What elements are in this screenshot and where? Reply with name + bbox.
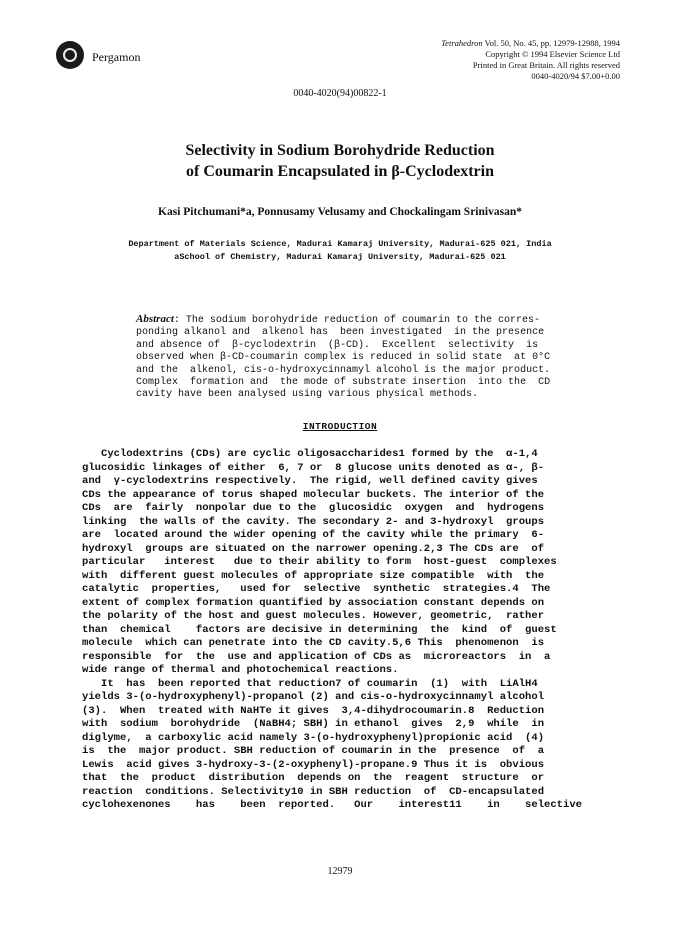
abstract [136, 313, 550, 402]
body-line: linking the walls of the cavity. The secondary 2- and 3-hydroxyl groups [82, 515, 545, 528]
abstract-text-2: and absence of β-cyclodextrin (β-CD). Excellent selectivity is [136, 339, 539, 351]
body-line: (3). When treated with NaHTe it gives 3,4-dihydrocoumarin.8 Reduction [82, 704, 545, 717]
body-line: CDs the appearance of torus shaped molecular buckets. The interior of the [82, 488, 545, 501]
doi: 0040-4020(94)00822-1 [293, 88, 387, 99]
publisher-logo [56, 41, 84, 69]
body-line: diglyme, a carboxylic acid namely 3-(o-hydroxyphenyl)propionic acid (4) [82, 731, 545, 744]
authors: Kasi Pitchumani*a, Ponnusamy Velusamy and Chockalingam Srinivasan* [158, 206, 522, 218]
abstract-text-5: Complex formation and the mode of substrate insertion into the CD [136, 377, 551, 389]
journal-volume: Vol. 50, No. 45, pp. 12979-12988, 1994 [482, 38, 620, 48]
journal-line [441, 38, 620, 49]
abstract-first-line [136, 313, 550, 327]
body-line: extent of complex formation quantified by association constant depends on [82, 596, 545, 609]
body-line: wide range of thermal and photochemical reactions. [82, 664, 399, 676]
body-line: reaction conditions. Selectivity10 in SBH reduction of CD-encapsulated [82, 785, 545, 798]
body-line: that the product distribution depends on the reagent structure or [82, 772, 545, 784]
body-line: Cyclodextrins (CDs) are cyclic oligosaccharides1 formed by the α-1,4 [82, 448, 538, 460]
price-line: 0040-4020/94 $7.00+0.00 [531, 71, 620, 81]
body-line: responsible for the use and application of CDs as microreactors in a [82, 650, 551, 663]
body-text [82, 448, 610, 813]
body-line: with different guest molecules of appropriate size compatible with the [82, 569, 545, 582]
body-line: with sodium borohydride (NaBH4; SBH) in ethanol gives 2,9 while in [82, 718, 545, 730]
journal-name: Tetrahedron [441, 38, 483, 48]
title-line-1: Selectivity in Sodium Borohydride Reduction [185, 142, 495, 159]
body-line: cyclohexenones has been reported. Our interest11 in selective [82, 799, 583, 811]
abstract-label: Abstract [136, 313, 174, 325]
body-line: Lewis acid gives 3-hydroxy-3-(2-oxyphenyl)-propane.9 Thus it is obvious [82, 758, 545, 771]
introduction-heading: INTRODUCTION [302, 421, 378, 432]
body-line: catalytic properties, used for selective synthetic strategies.4 The [82, 583, 551, 595]
printed-line: Printed in Great Britain. All rights reserved [472, 60, 620, 70]
body-line: than chemical factors are decisive in determining the kind of guest [82, 623, 557, 636]
paper-title [0, 140, 680, 182]
body-line: glucosidic linkages of either 6, 7 or 8 glucose units denoted as α-, β- [82, 461, 545, 474]
affiliation-1: Department of Materials Science, Madurai Kamaraj University, Madurai-625 021, India [128, 239, 552, 249]
body-line: and γ-cyclodextrins respectively. The rigid, well defined cavity gives [82, 475, 538, 487]
abstract-text-1: ponding alkanol and alkenol has been investigated in the presence [136, 327, 545, 339]
affiliation-2: aSchool of Chemistry, Madurai Kamaraj University, Madurai-625 021 [174, 252, 506, 262]
copyright-line: Copyright © 1994 Elsevier Science Ltd [485, 49, 620, 59]
publisher-name: Pergamon [92, 50, 141, 64]
page-number: 12979 [327, 866, 353, 877]
abstract-text-4: and the alkenol, cis-o-hydroxycinnamyl alcohol is the major product. [136, 364, 551, 376]
body-line: CDs are fairly nonpolar due to the glucosidic oxygen and hydrogens [82, 502, 545, 514]
body-line: hydroxyl groups are situated on the narrower opening.2,3 The CDs are of [82, 542, 545, 555]
title-line-2: of Coumarin Encapsulated in β-Cyclodextrin [186, 163, 494, 180]
abstract-text-0: : The sodium borohydride reduction of coumarin to the corres- [173, 315, 540, 326]
body-line: yields 3-(o-hydroxyphenyl)-propanol (2) and cis-o-hydroxycinnamyl alcohol [82, 691, 545, 703]
abstract-text-3: observed when β-CD-coumarin complex is reduced in solid state at 0°C [136, 352, 551, 364]
body-line: molecule which can penetrate into the CD cavity.5,6 This phenomenon is [82, 637, 545, 649]
journal-citation [441, 38, 620, 82]
body-line: It has been reported that reduction7 of coumarin (1) with LiAlH4 [82, 677, 538, 690]
affiliations [0, 238, 680, 264]
body-line: is the major product. SBH reduction of coumarin in the presence of a [82, 745, 545, 757]
abstract-text-6: cavity have been analysed using various physical methods. [136, 389, 479, 401]
body-line: are located around the wider opening of the cavity while the primary 6- [82, 529, 545, 541]
body-line: particular interest due to their ability to form host-guest complexes [82, 556, 557, 568]
body-line: the polarity of the host and guest molecules. However, geometric, rather [82, 610, 545, 622]
